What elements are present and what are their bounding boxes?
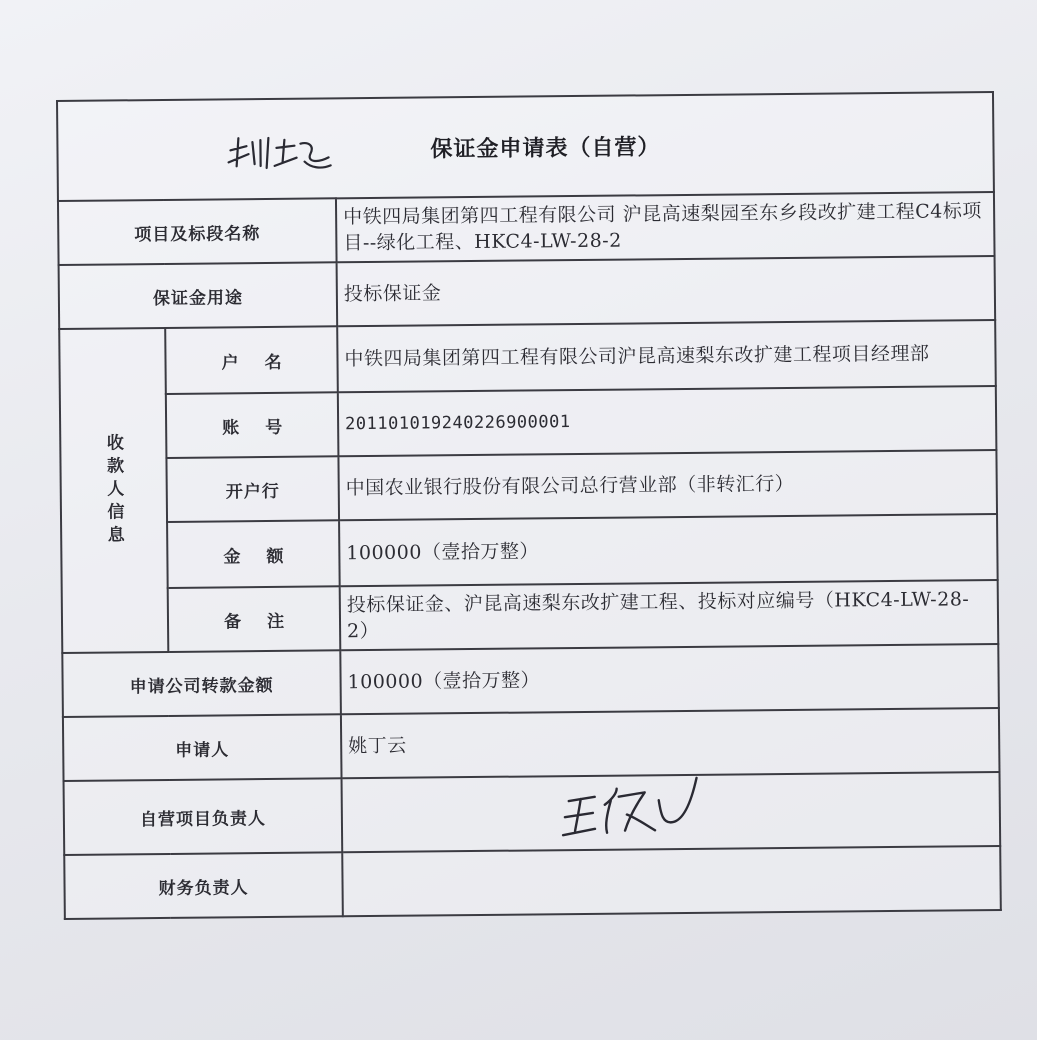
project-label: 项目及标段名称 (58, 198, 337, 265)
transfer-amount-row (62, 644, 999, 717)
finance-manager-row (64, 846, 1001, 919)
applicant-label: 申请人 (63, 714, 342, 781)
project-row (58, 192, 995, 265)
payee-group-label: 收款人信息 (102, 432, 124, 549)
bank-row (60, 450, 997, 523)
transfer-amount-value: 100000（壹拾万整） (340, 644, 999, 714)
applicant-value: 姚丁云 (341, 708, 1000, 778)
remark-value: 投标保证金、沪昆高速梨东改扩建工程、投标对应编号（HKC4-LW-28-2） (340, 580, 999, 650)
amount-row (61, 514, 998, 589)
transfer-amount-label: 申请公司转款金额 (62, 650, 341, 717)
handwritten-signature (554, 770, 705, 847)
project-value: 中铁四局集团第四工程有限公司 沪昆高速梨园至东乡段改扩建工程C4标项目--绿化工程、HKC4-LW-28-2 (336, 192, 995, 262)
deposit-application-table (56, 91, 1002, 920)
finance-manager-label: 财务负责人 (64, 852, 343, 919)
account-name-label: 户名 (165, 326, 338, 394)
bank-value: 中国农业银行股份有限公司总行营业部（非转汇行） (338, 450, 997, 520)
purpose-row (59, 256, 996, 329)
title-row (57, 92, 994, 201)
account-no-value: 201101019240226900001 (338, 386, 997, 456)
title-cell (57, 92, 994, 201)
account-name-value: 中铁四局集团第四工程有限公司沪昆高速梨东改扩建工程项目经理部 (337, 320, 996, 392)
applicant-row (63, 708, 1000, 781)
remark-label: 备注 (168, 586, 341, 652)
project-manager-row (64, 772, 1001, 855)
project-manager-label: 自营项目负责人 (64, 778, 343, 855)
amount-label: 金额 (167, 520, 340, 588)
finance-manager-value (342, 846, 1001, 916)
form-title: 保证金申请表（自营） (430, 134, 661, 162)
handwritten-note (224, 131, 334, 176)
remark-row (62, 580, 999, 653)
bank-label: 开户行 (166, 456, 339, 522)
account-no-row (60, 386, 997, 459)
account-name-row (59, 320, 996, 395)
application-form-sheet (56, 91, 1000, 920)
project-manager-signature-cell (342, 772, 1001, 852)
purpose-value: 投标保证金 (337, 256, 996, 326)
purpose-label: 保证金用途 (59, 262, 338, 329)
payee-group-cell (59, 328, 168, 653)
account-no-label: 账号 (166, 392, 339, 458)
amount-value: 100000（壹拾万整） (339, 514, 998, 586)
